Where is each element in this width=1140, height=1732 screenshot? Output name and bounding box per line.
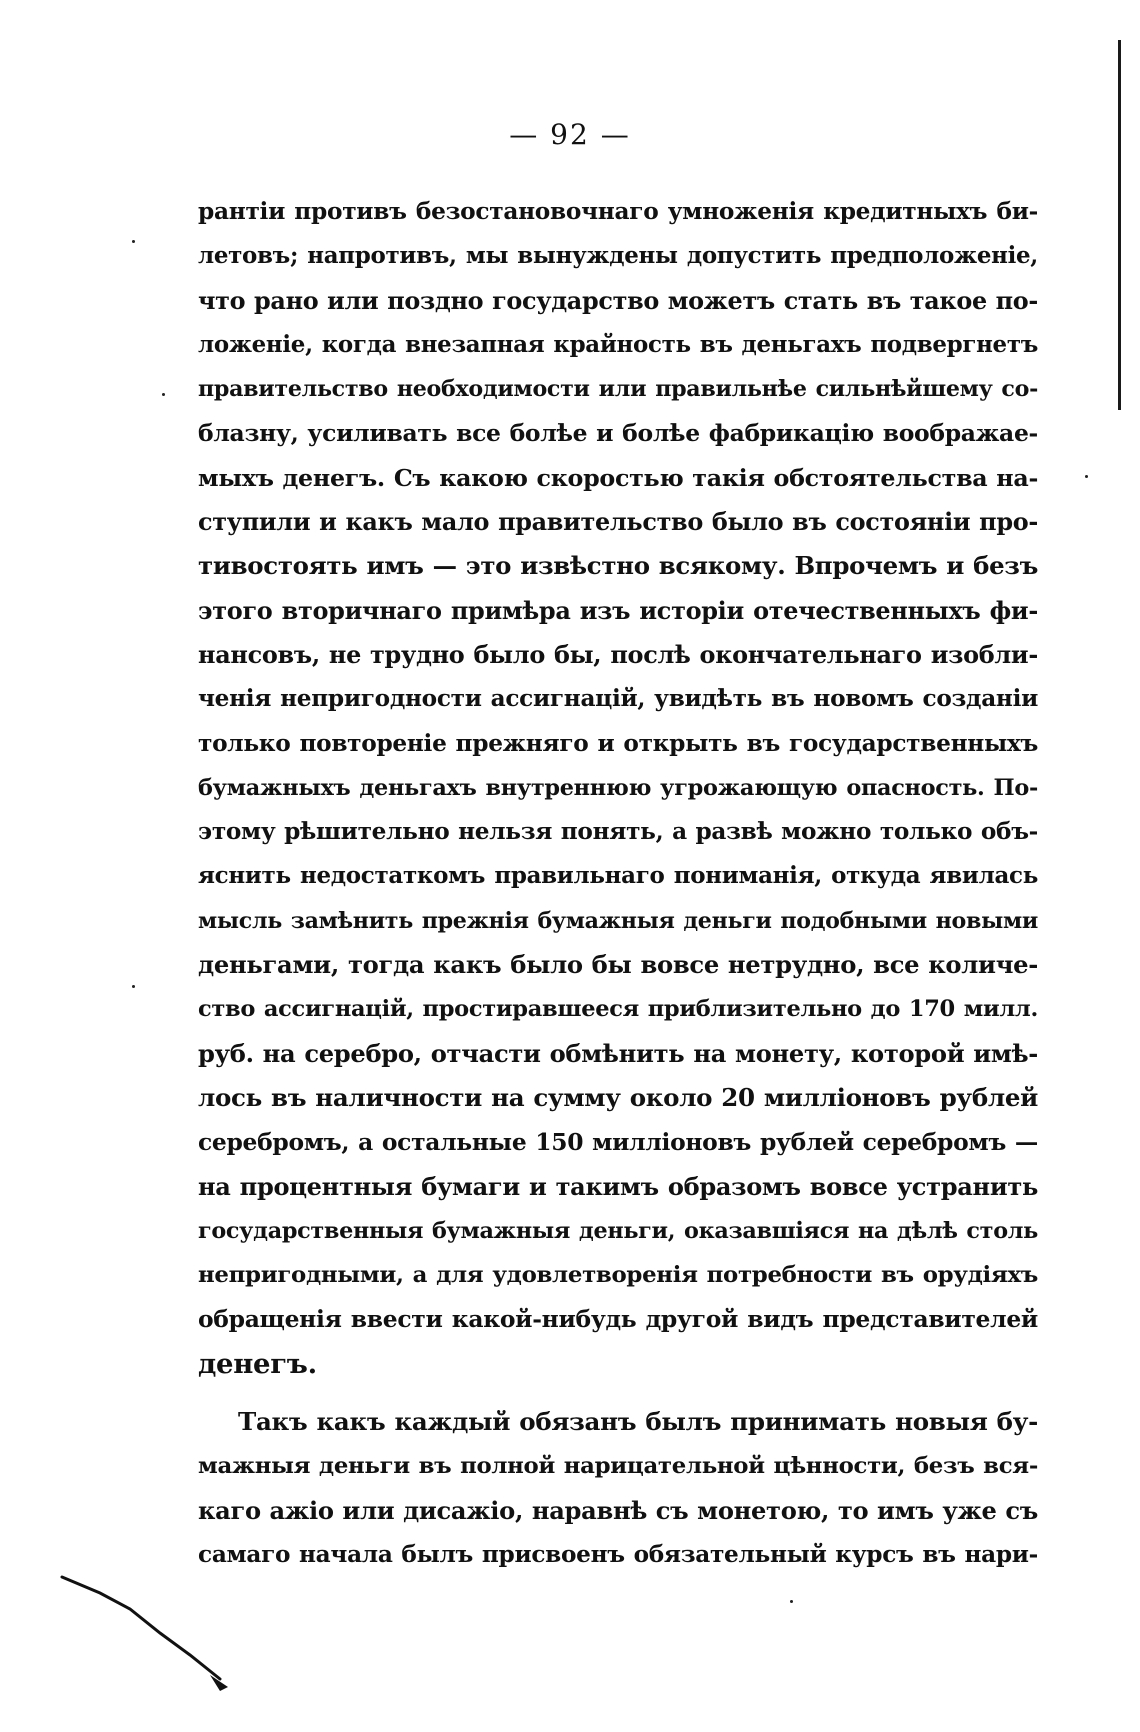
scan-speck	[790, 1600, 793, 1603]
text-line: ложеніе, когда внезапная крайность въ деньгахъ подвергнетъ	[198, 330, 1038, 358]
scan-speck	[1085, 475, 1088, 478]
scan-speck	[162, 393, 165, 396]
text-line: этого вторичнаго примѣра изъ исторіи отечественныхъ фи-	[198, 596, 1038, 625]
text-line: бумажныхъ деньгахъ внутреннюю угрожающую опасность. По-	[198, 774, 1038, 801]
text-line: летовъ; напротивъ, мы вынуждены допустить предположеніе,	[198, 242, 1038, 270]
text-line: мысль замѣнить прежнія бумажныя деньги подобными новыми	[198, 907, 1038, 934]
text-line: деньгами, тогда какъ было бы вовсе нетрудно, все количе-	[198, 950, 1038, 980]
text-line: правительство необходимости или правильнѣе сильнѣйшему со-	[198, 376, 1038, 403]
text-line: ство ассигнацій, простиравшееся приблизительно до 170 милл.	[198, 996, 1038, 1023]
text-line: серебромъ, а остальные 150 милліоновъ рублей серебромъ —	[198, 1128, 1038, 1157]
text-line: самаго начала былъ присвоенъ обязательный курсъ въ нари-	[198, 1540, 1038, 1568]
text-line: блазну, усиливать все болѣе и болѣе фабрикацію воображае-	[198, 419, 1038, 448]
text-line: непригодными, а для удовлетворенія потребности въ орудіяхъ	[198, 1262, 1038, 1289]
text-line: нансовъ, не трудно было бы, послѣ окончательнаго изобли-	[198, 640, 1038, 669]
text-line: рантіи противъ безостановочнаго умноженія кредитныхъ би-	[198, 198, 1038, 225]
text-line: руб. на серебро, отчасти обмѣнить на монету, которой имѣ-	[198, 1038, 1038, 1068]
text-line: лось въ наличности на сумму около 20 милліоновъ рублей	[198, 1082, 1038, 1112]
text-line: ступили и какъ мало правительство было въ состояніи про-	[198, 508, 1038, 537]
text-line: на процентныя бумаги и такимъ образомъ вовсе устранить	[198, 1171, 1038, 1201]
scan-speck	[132, 985, 135, 988]
text-line: денегъ.	[198, 1347, 317, 1380]
text-line: каго ажіо или дисажіо, наравнѣ съ монетою, то имъ уже съ	[198, 1495, 1038, 1525]
page-number: — 92 —	[509, 118, 631, 151]
text-line: тивостоять имъ — это извѣстно всякому. Впрочемъ и безъ	[198, 551, 1038, 581]
text-line: яснить недостаткомъ правильнаго пониманія, откуда явилась	[198, 862, 1038, 890]
text-line: Такъ какъ каждый обязанъ былъ принимать новыя бу-	[238, 1407, 1038, 1437]
text-line: государственныя бумажныя деньги, оказавшіяся на дѣлѣ столь	[198, 1217, 1038, 1244]
text-line: ченія непригодности ассигнацій, увидѣть въ новомъ созданіи	[198, 685, 1038, 713]
body-text	[198, 190, 1038, 1577]
text-line: только повтореніе прежняго и открыть въ государственныхъ	[198, 729, 1038, 757]
text-line: что рано или поздно государство можетъ стать въ такое по-	[198, 286, 1038, 315]
scan-speck	[132, 240, 135, 243]
page-edge-line	[1118, 40, 1121, 410]
text-line: мыхъ денегъ. Съ какою скоростью такія обстоятельства на-	[198, 463, 1038, 492]
text-line: этому рѣшительно нельзя понять, а развѣ можно только объ-	[198, 818, 1038, 846]
text-line: обращенія ввести какой-нибудь другой видъ представителей	[198, 1305, 1038, 1334]
text-line: мажныя деньги въ полной нарицательной цѣнности, безъ вся-	[198, 1453, 1038, 1480]
scan-scratch-mark	[60, 1575, 250, 1695]
